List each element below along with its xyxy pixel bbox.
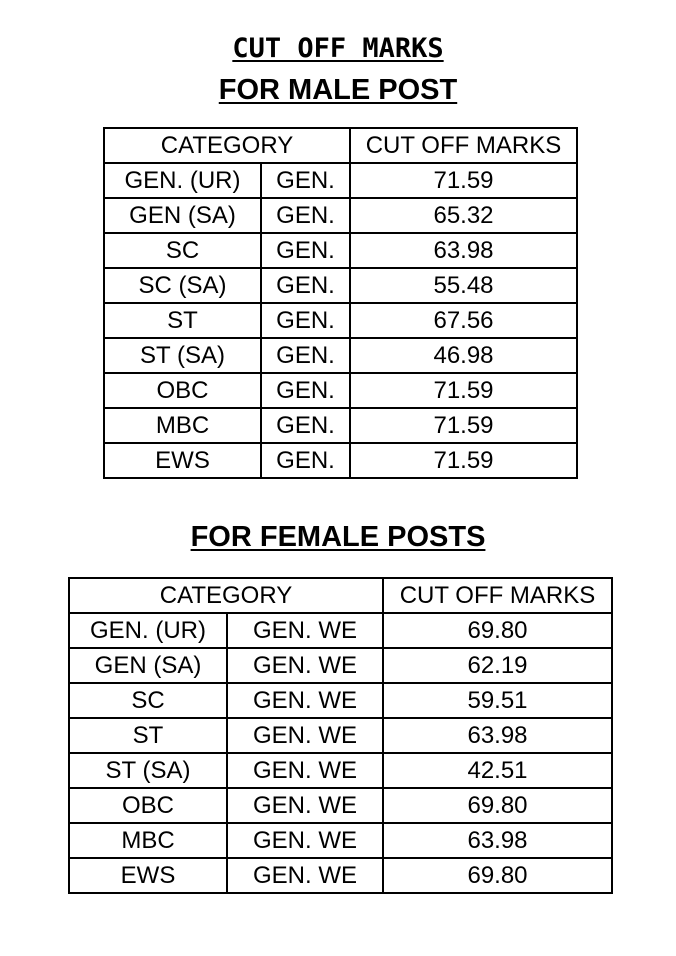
subcategory-cell: GEN. WE	[227, 648, 383, 683]
table-row	[104, 268, 577, 303]
subcategory-cell: GEN.	[261, 198, 350, 233]
category-cell: GEN (SA)	[69, 648, 227, 683]
category-cell: MBC	[104, 408, 261, 443]
subcategory-cell: GEN. WE	[227, 718, 383, 753]
cutoff-marks-cell: 71.59	[350, 373, 577, 408]
subcategory-cell: GEN. WE	[227, 613, 383, 648]
table-row	[104, 163, 577, 198]
cutoff-marks-cell: 42.51	[383, 753, 612, 788]
cutoff-marks-cell: 55.48	[350, 268, 577, 303]
category-cell: SC (SA)	[104, 268, 261, 303]
cutoff-marks-cell: 46.98	[350, 338, 577, 373]
cutoff-marks-cell: 67.56	[350, 303, 577, 338]
subcategory-cell: GEN.	[261, 373, 350, 408]
table-row	[69, 613, 612, 648]
subcategory-cell: GEN.	[261, 233, 350, 268]
page-title: CUT OFF MARKS	[232, 33, 444, 64]
table-row	[69, 788, 612, 823]
male-cutoff-table	[103, 127, 578, 479]
table-row	[104, 373, 577, 408]
cutoff-marks-cell: 62.19	[383, 648, 612, 683]
table-header-row	[104, 128, 577, 163]
table-row	[69, 753, 612, 788]
cutoff-marks-cell: 69.80	[383, 613, 612, 648]
table-row	[104, 233, 577, 268]
category-cell: SC	[69, 683, 227, 718]
category-cell: GEN. (UR)	[69, 613, 227, 648]
table-row	[69, 718, 612, 753]
category-cell: OBC	[104, 373, 261, 408]
category-cell: EWS	[69, 858, 227, 893]
cutoff-marks-cell: 65.32	[350, 198, 577, 233]
marks-header: CUT OFF MARKS	[383, 578, 612, 613]
subcategory-cell: GEN. WE	[227, 858, 383, 893]
female-cutoff-table	[68, 577, 613, 894]
category-header: CATEGORY	[104, 128, 350, 163]
subcategory-cell: GEN.	[261, 408, 350, 443]
table-row	[104, 408, 577, 443]
table-row	[69, 823, 612, 858]
marks-header: CUT OFF MARKS	[350, 128, 577, 163]
category-cell: EWS	[104, 443, 261, 478]
cutoff-marks-cell: 63.98	[350, 233, 577, 268]
table-row	[69, 683, 612, 718]
table-row	[69, 858, 612, 893]
table-row	[104, 443, 577, 478]
category-cell: ST	[104, 303, 261, 338]
cutoff-marks-cell: 69.80	[383, 858, 612, 893]
female-posts-heading: FOR FEMALE POSTS	[190, 521, 486, 553]
cutoff-marks-cell: 69.80	[383, 788, 612, 823]
subcategory-cell: GEN.	[261, 268, 350, 303]
subcategory-cell: GEN.	[261, 303, 350, 338]
table-row	[104, 338, 577, 373]
table-row	[104, 303, 577, 338]
subcategory-cell: GEN.	[261, 163, 350, 198]
subcategory-cell: GEN.	[261, 443, 350, 478]
cutoff-marks-cell: 63.98	[383, 718, 612, 753]
cutoff-marks-cell: 71.59	[350, 443, 577, 478]
subcategory-cell: GEN. WE	[227, 823, 383, 858]
cutoff-marks-cell: 71.59	[350, 408, 577, 443]
category-cell: ST (SA)	[69, 753, 227, 788]
subcategory-cell: GEN. WE	[227, 683, 383, 718]
category-cell: OBC	[69, 788, 227, 823]
category-cell: ST	[69, 718, 227, 753]
subcategory-cell: GEN.	[261, 338, 350, 373]
category-header: CATEGORY	[69, 578, 383, 613]
subcategory-cell: GEN. WE	[227, 788, 383, 823]
cutoff-marks-cell: 59.51	[383, 683, 612, 718]
subcategory-cell: GEN. WE	[227, 753, 383, 788]
male-post-heading: FOR MALE POST	[218, 74, 458, 106]
table-row	[69, 648, 612, 683]
cutoff-marks-cell: 63.98	[383, 823, 612, 858]
category-cell: GEN. (UR)	[104, 163, 261, 198]
category-cell: ST (SA)	[104, 338, 261, 373]
cutoff-marks-cell: 71.59	[350, 163, 577, 198]
category-cell: MBC	[69, 823, 227, 858]
table-header-row	[69, 578, 612, 613]
category-cell: SC	[104, 233, 261, 268]
table-row	[104, 198, 577, 233]
category-cell: GEN (SA)	[104, 198, 261, 233]
